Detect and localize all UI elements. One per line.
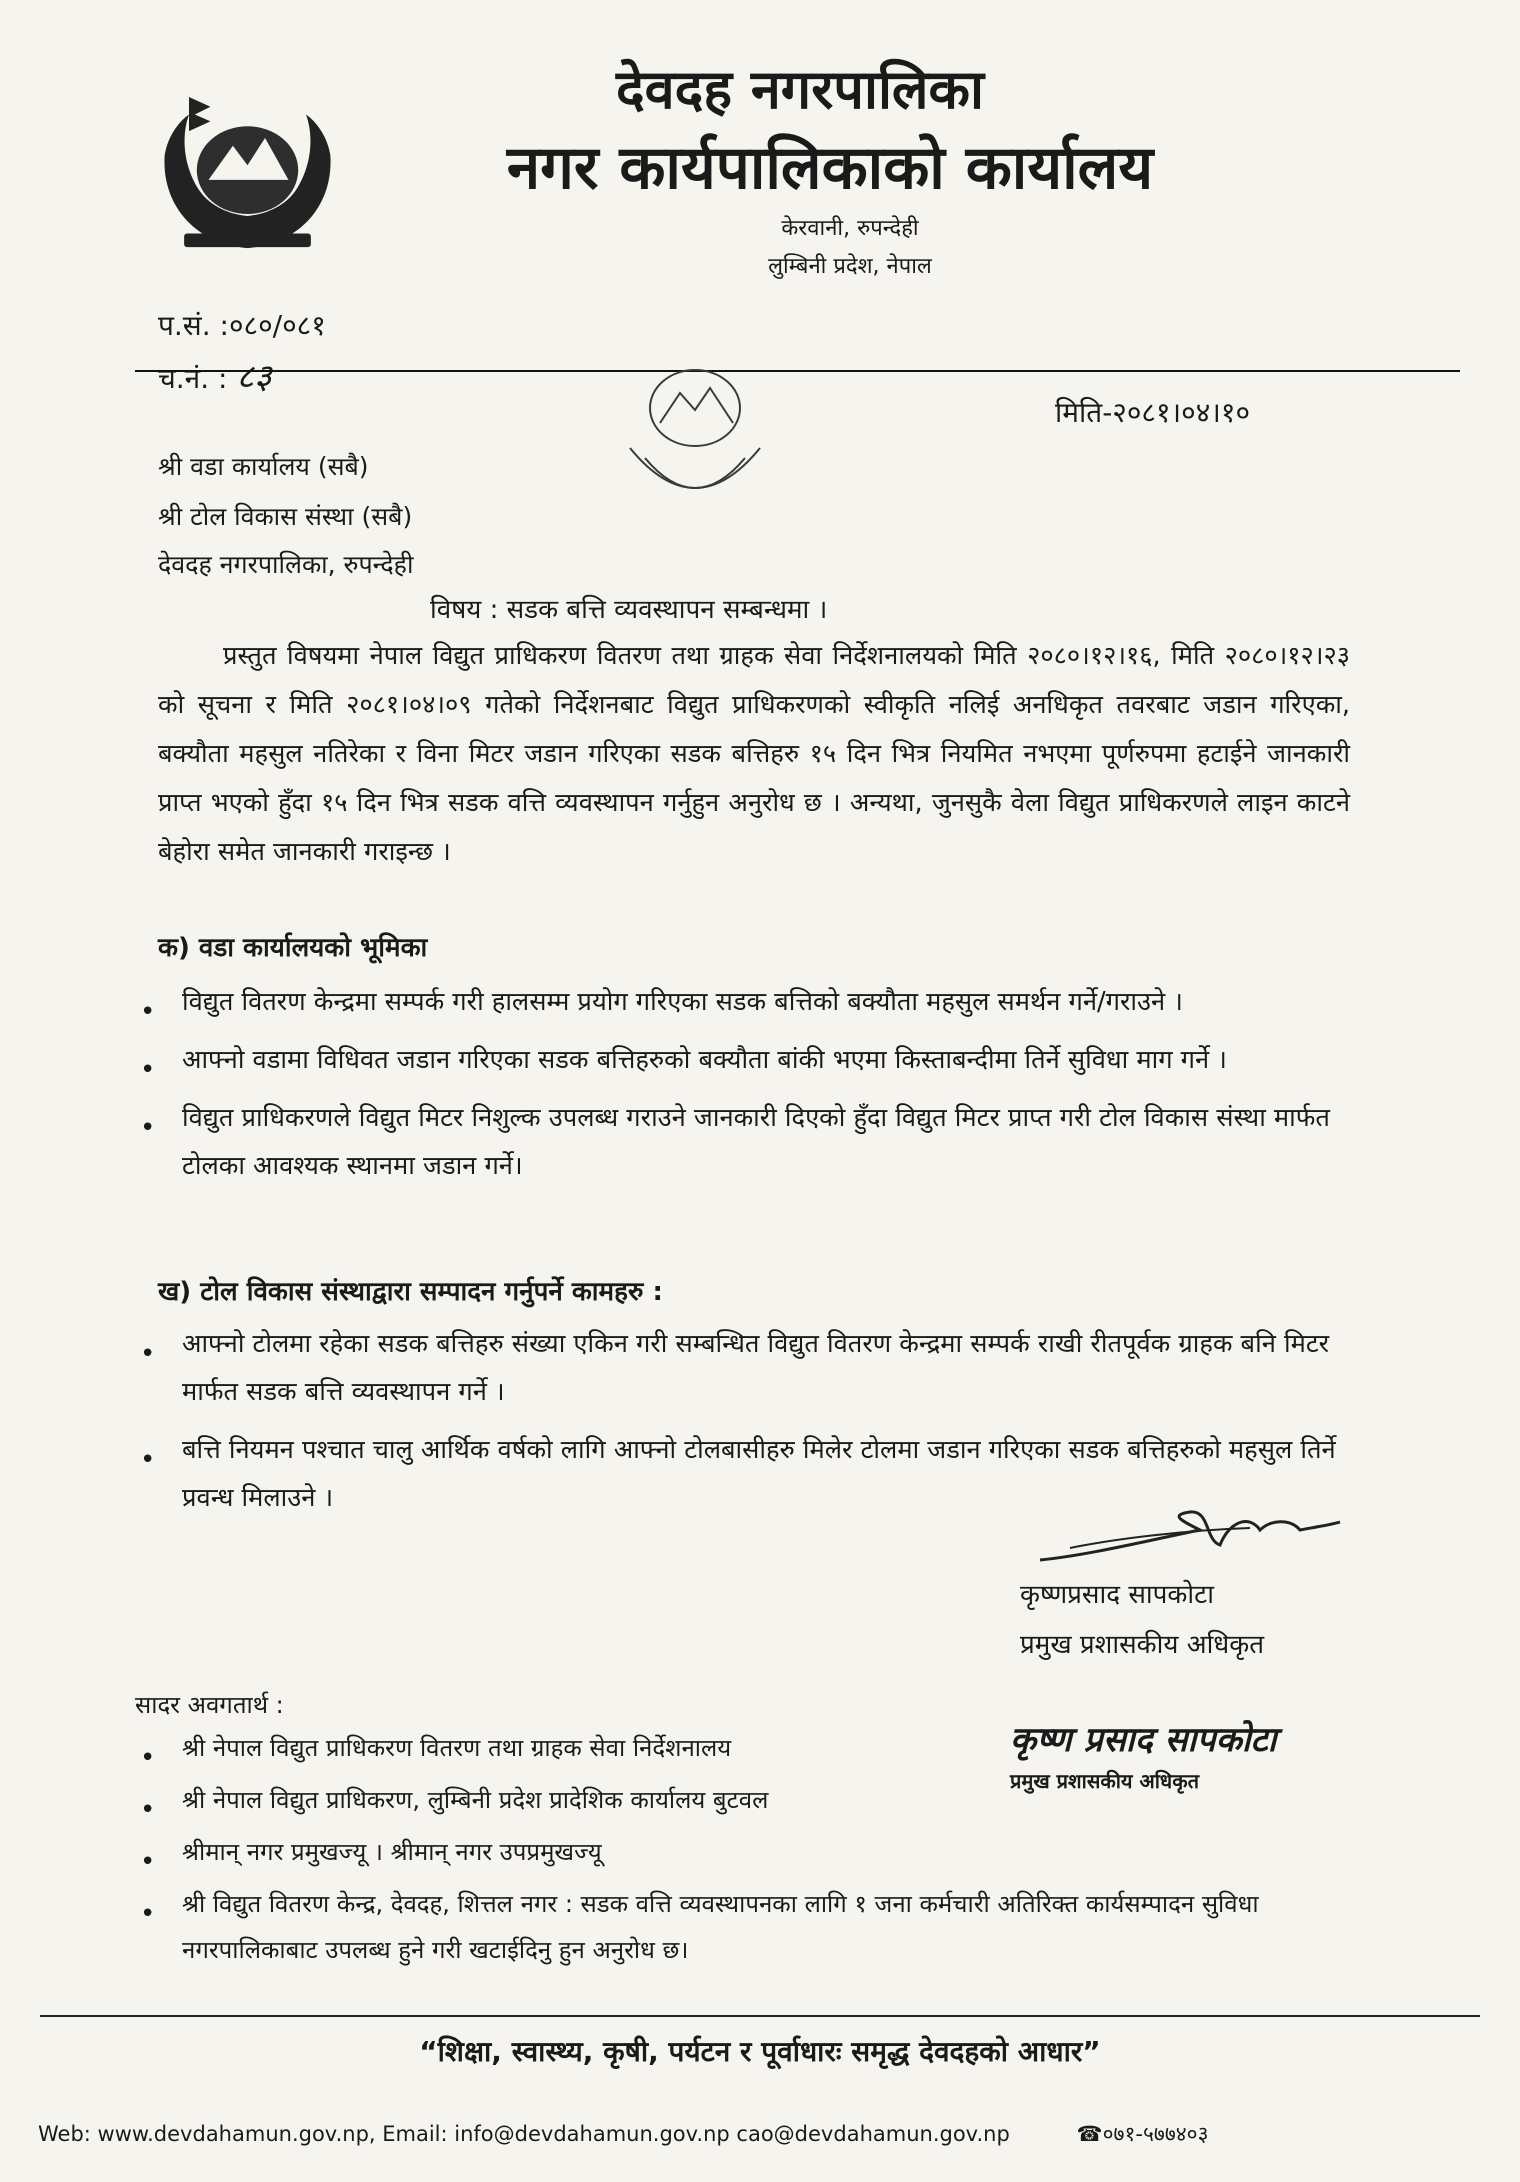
municipality-name: देवदह नगरपालिका xyxy=(615,58,985,121)
recipient-municipality: देवदह नगरपालिका, रुपन्देही xyxy=(158,550,414,579)
recipient-ward-office: श्री वडा कार्यालय (सबै) xyxy=(158,452,369,481)
footer-web-email: Web: www.devdahamun.gov.np, Email: info@devdahamun.gov.np cao@devdahamun.gov.np xyxy=(38,2122,1010,2146)
signatory-title: प्रमुख प्रशासकीय अधिकृत xyxy=(1020,1630,1265,1660)
recipient-tol-committee: श्री टोल विकास संस्था (सबै) xyxy=(158,502,413,531)
footer-contact xyxy=(38,2120,1488,2148)
body-paragraph: प्रस्तुत विषयमा नेपाल विद्युत प्राधिकरण वितरण तथा ग्राहक सेवा निर्देशनालयको मिति २०८०।१२।१६, मिति २०८०।१२।२३ को सूचना र मिति २०८१।०४।०९ गतेको निर्देशनबाट विद्युत प्राधिकरणको स्वीकृति नलिई अनधिकृत तवरबाट जडान गरिएका, बक्यौता महसुल नतिरेका र विना मिटर जडान गरिएका सडक बत्तिहरु १५ दिन भित्र नियमित नभएमा पूर्णरुपमा हटाईने जानकारी प्राप्त भएको हुँदा १५ दिन भित्र सडक वत्ति व्यवस्थापन गर्नुहुन अनुरोध छ । अन्यथा, जुनसुकै वेला विद्युत प्राधिकरणले लाइन काटने बेहोरा समेत जानकारी गराइन्छ । xyxy=(158,641,1350,867)
dispatch-label: च.नं. : xyxy=(158,362,228,395)
address-line-2: लुम्बिनी प्रदेश, नेपाल xyxy=(768,254,932,279)
footer-divider xyxy=(40,2015,1480,2017)
dispatch-value: ८३ xyxy=(236,357,272,397)
list-item: • श्रीमान् नगर प्रमुखज्यू । श्रीमान् नगर उपप्रमुखज्यू xyxy=(140,1829,1350,1875)
list-item: • आफ्नो वडामा विधिवत जडान गरिएका सडक बत्तिहरुको बक्यौता बांकी भएमा किस्ताबन्दीमा तिर्ने सुविधा माग गर्ने । xyxy=(140,1036,1352,1084)
footer-motto: “शिक्षा, स्वास्थ्य, कृषी, पर्यटन र पूर्वाधारः समृद्ध देवदहको आधार” xyxy=(419,2035,1101,2068)
cc-heading: सादर अवगतार्थ : xyxy=(135,1691,284,1719)
office-name: नगर कार्यपालिकाको कार्यालय xyxy=(506,133,1154,203)
name-stamp xyxy=(1010,1715,1330,1794)
section-b-heading: ख) टोल विकास संस्थाद्वारा सम्पादन गर्नुपर्ने कामहरु : xyxy=(158,1277,663,1307)
address-line-1: केरवानी, रुपन्देही xyxy=(781,216,919,241)
list-item: • श्री विद्युत वितरण केन्द्र, देवदह, शित्तल नगर : सडक वत्ति व्यवस्थापनका लागि १ जना कर्मचारी अतिरिक्त कार्यसम्पादन सुविधा नगरपालिकाबाट उपलब्ध हुने गरी खटाईदिनु हुन अनुरोध छ। xyxy=(140,1881,1350,1973)
list-item: • बत्ति नियमन पश्चात चालु आर्थिक वर्षको लागि आफ्नो टोलबासीहरु मिलेर टोलमा जडान गरिएका सडक बत्तिहरुको महसुल तिर्ने प्रवन्ध मिलाउने । xyxy=(140,1426,1352,1522)
signatory-name: कृष्णप्रसाद सापकोटा xyxy=(1020,1580,1214,1610)
signature-icon xyxy=(1030,1500,1350,1580)
list-item: • आफ्नो टोलमा रहेका सडक बत्तिहरु संख्या एकिन गरी सम्बन्धित विद्युत वितरण केन्द्रमा सम्पर्क राखी रीतपूर्वक ग्राहक बनि मिटर मार्फत सडक बत्ति व्यवस्थापन गर्ने । xyxy=(140,1320,1352,1416)
list-item: • विद्युत वितरण केन्द्रमा सम्पर्क गरी हालसम्म प्रयोग गरिएका सडक बत्तिको बक्यौता महसुल समर्थन गर्ने/गराउने । xyxy=(140,978,1352,1026)
list-item: • श्री नेपाल विद्युत प्राधिकरण, लुम्बिनी प्रदेश प्रादेशिक कार्यालय बुटवल xyxy=(140,1777,1350,1823)
footer-phone: ☎०७१-५७७४०३ xyxy=(1076,2122,1209,2146)
section-a-list xyxy=(140,978,1352,1200)
section-a-heading: क) वडा कार्यालयको भूमिका xyxy=(158,933,428,963)
header-divider xyxy=(135,370,1460,372)
letter-number: प.सं. :०८०/०८१ xyxy=(158,309,326,342)
letter-date: मिति-२०८१।०४।१० xyxy=(1055,396,1251,429)
list-item: • विद्युत प्राधिकरणले विद्युत मिटर निशुल्क उपलब्ध गराउने जानकारी दिएको हुँदा विद्युत मिटर प्राप्त गरी टोल विकास संस्था मार्फत टोलका आवश्यक स्थानमा जडान गर्ने। xyxy=(140,1094,1352,1190)
list-item: • श्री नेपाल विद्युत प्राधिकरण वितरण तथा ग्राहक सेवा निर्देशनालय xyxy=(140,1725,1350,1771)
stamp-title: प्रमुख प्रशासकीय अधिकृत xyxy=(1010,1769,1199,1793)
stamp-name: कृष्ण प्रसाद सापकोटा xyxy=(1010,1720,1277,1760)
office-seal-icon xyxy=(595,338,795,538)
letter-subject: विषय : सडक बत्ति व्यवस्थापन सम्बन्धमा । xyxy=(430,595,828,625)
dispatch-number xyxy=(158,352,272,398)
nepal-emblem-icon xyxy=(150,75,345,275)
